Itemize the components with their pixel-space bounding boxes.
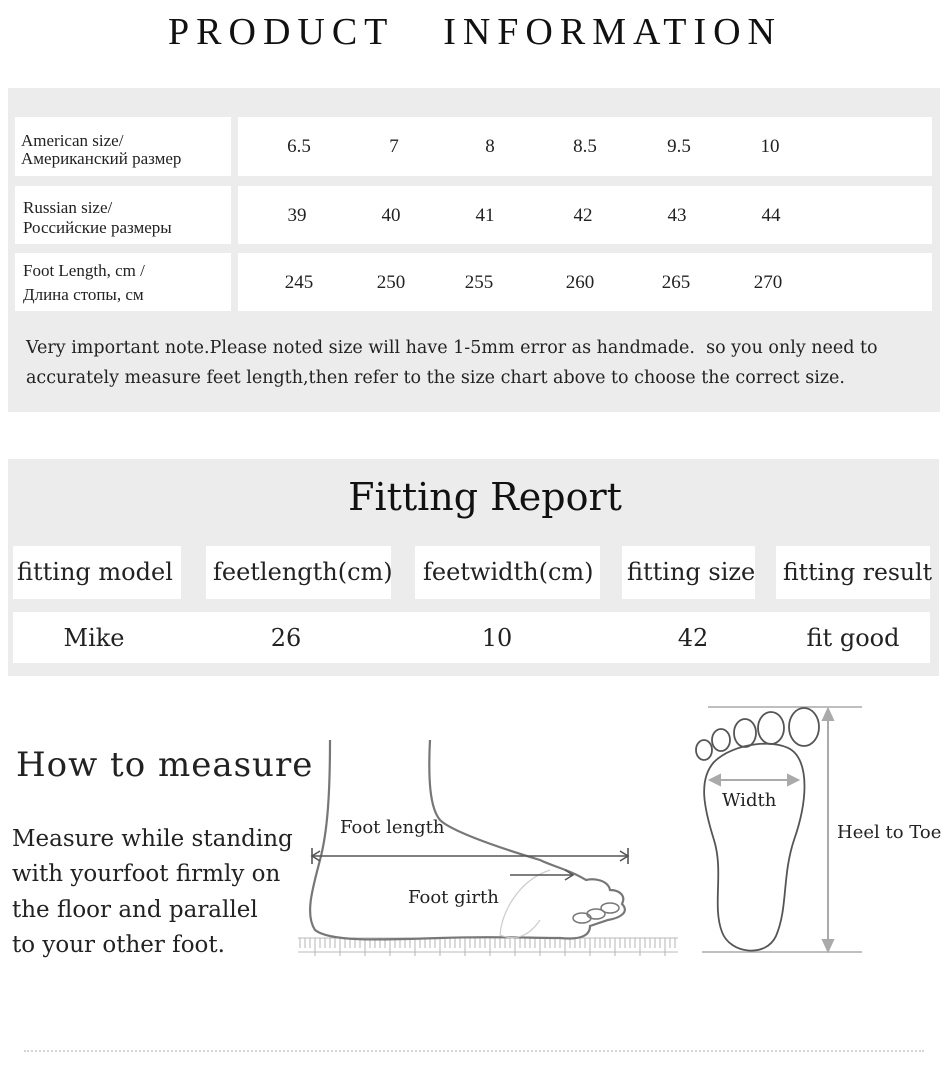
foot-length-label: Foot Length, cm / [23, 261, 145, 280]
foot-sole-diagram [690, 700, 945, 960]
foot-girth-label: Foot girth [408, 887, 499, 908]
fitting-header: feetlength(cm) [213, 558, 393, 586]
important-note [26, 333, 936, 393]
foot-girth-arrow [510, 870, 573, 880]
russian-size-label: Russian size/ [23, 198, 113, 217]
fitting-header: feetwidth(cm) [423, 558, 594, 586]
fitting-value: Mike [63, 624, 125, 652]
how-text-line: to your other foot. [12, 932, 225, 958]
fitting-value: 26 [270, 624, 302, 652]
table-cell: 255 [464, 272, 494, 293]
fitting-report-title: Fitting Report [348, 475, 622, 519]
width-arrow [710, 775, 798, 785]
fitting-header: fitting size [627, 558, 756, 586]
size-row-label-cell [15, 253, 231, 311]
page-title: PRODUCT INFORMATION [168, 11, 782, 53]
size-row-label-cell [15, 186, 231, 244]
table-cell: 8 [485, 136, 495, 157]
table-cell: 6.5 [287, 136, 311, 157]
toe-icon [734, 719, 756, 747]
foot-length-label: Foot length [340, 817, 445, 838]
size-row-label-cell [15, 117, 231, 176]
foot-length-label-ru: Длина стопы, см [23, 285, 144, 304]
bottom-divider [24, 1050, 924, 1052]
foot-length-arrow [312, 848, 628, 864]
how-text-line: with yourfoot firmly on [12, 861, 281, 887]
toe-icon [758, 712, 784, 744]
toe-icon [712, 729, 730, 751]
fitting-value: fit good [806, 624, 900, 652]
how-text-line: the floor and parallel [12, 897, 258, 923]
toe-icon [696, 740, 712, 760]
width-label: Width [722, 790, 777, 811]
table-cell: 43 [667, 205, 687, 226]
toe-icon [573, 913, 591, 923]
russian-size-label-ru: Российские размеры [23, 218, 172, 237]
table-cell: 7 [389, 136, 399, 157]
fitting-header: fitting result [783, 558, 933, 586]
table-cell: 10 [760, 136, 780, 157]
table-cell: 40 [381, 205, 401, 226]
table-cell: 39 [287, 205, 307, 226]
toe-icon [789, 708, 819, 746]
fitting-header: fitting model [17, 558, 173, 586]
table-cell: 270 [753, 272, 783, 293]
note-line: Very important note.Please noted size will have 1-5mm error as handmade. so you only need to [26, 338, 878, 358]
table-cell: 265 [661, 272, 691, 293]
american-size-label: American size/ [21, 131, 124, 150]
fitting-value: 42 [677, 624, 709, 652]
table-cell: 42 [573, 205, 593, 226]
heel-to-toe-label: Heel to Toe [837, 822, 942, 843]
table-cell: 41 [475, 205, 495, 226]
foot-outline [310, 740, 625, 940]
table-cell: 9.5 [667, 136, 691, 157]
table-cell: 250 [376, 272, 406, 293]
table-cell: 44 [761, 205, 781, 226]
how-text-line: Measure while standing [12, 826, 293, 852]
table-cell: 8.5 [573, 136, 597, 157]
toe-icon [587, 909, 605, 919]
table-cell: 245 [284, 272, 314, 293]
how-to-measure-title: How to measure [16, 745, 314, 785]
table-cell: 260 [565, 272, 595, 293]
foot-side-diagram [290, 730, 690, 970]
fitting-value: 10 [481, 624, 513, 652]
foot-girth-loop [500, 870, 550, 938]
heel-to-toe-arrow [823, 709, 833, 951]
note-line: accurately measure feet length,then refer to the size chart above to choose the correct size. [26, 368, 845, 388]
american-size-label-ru: Американский размер [21, 149, 182, 168]
